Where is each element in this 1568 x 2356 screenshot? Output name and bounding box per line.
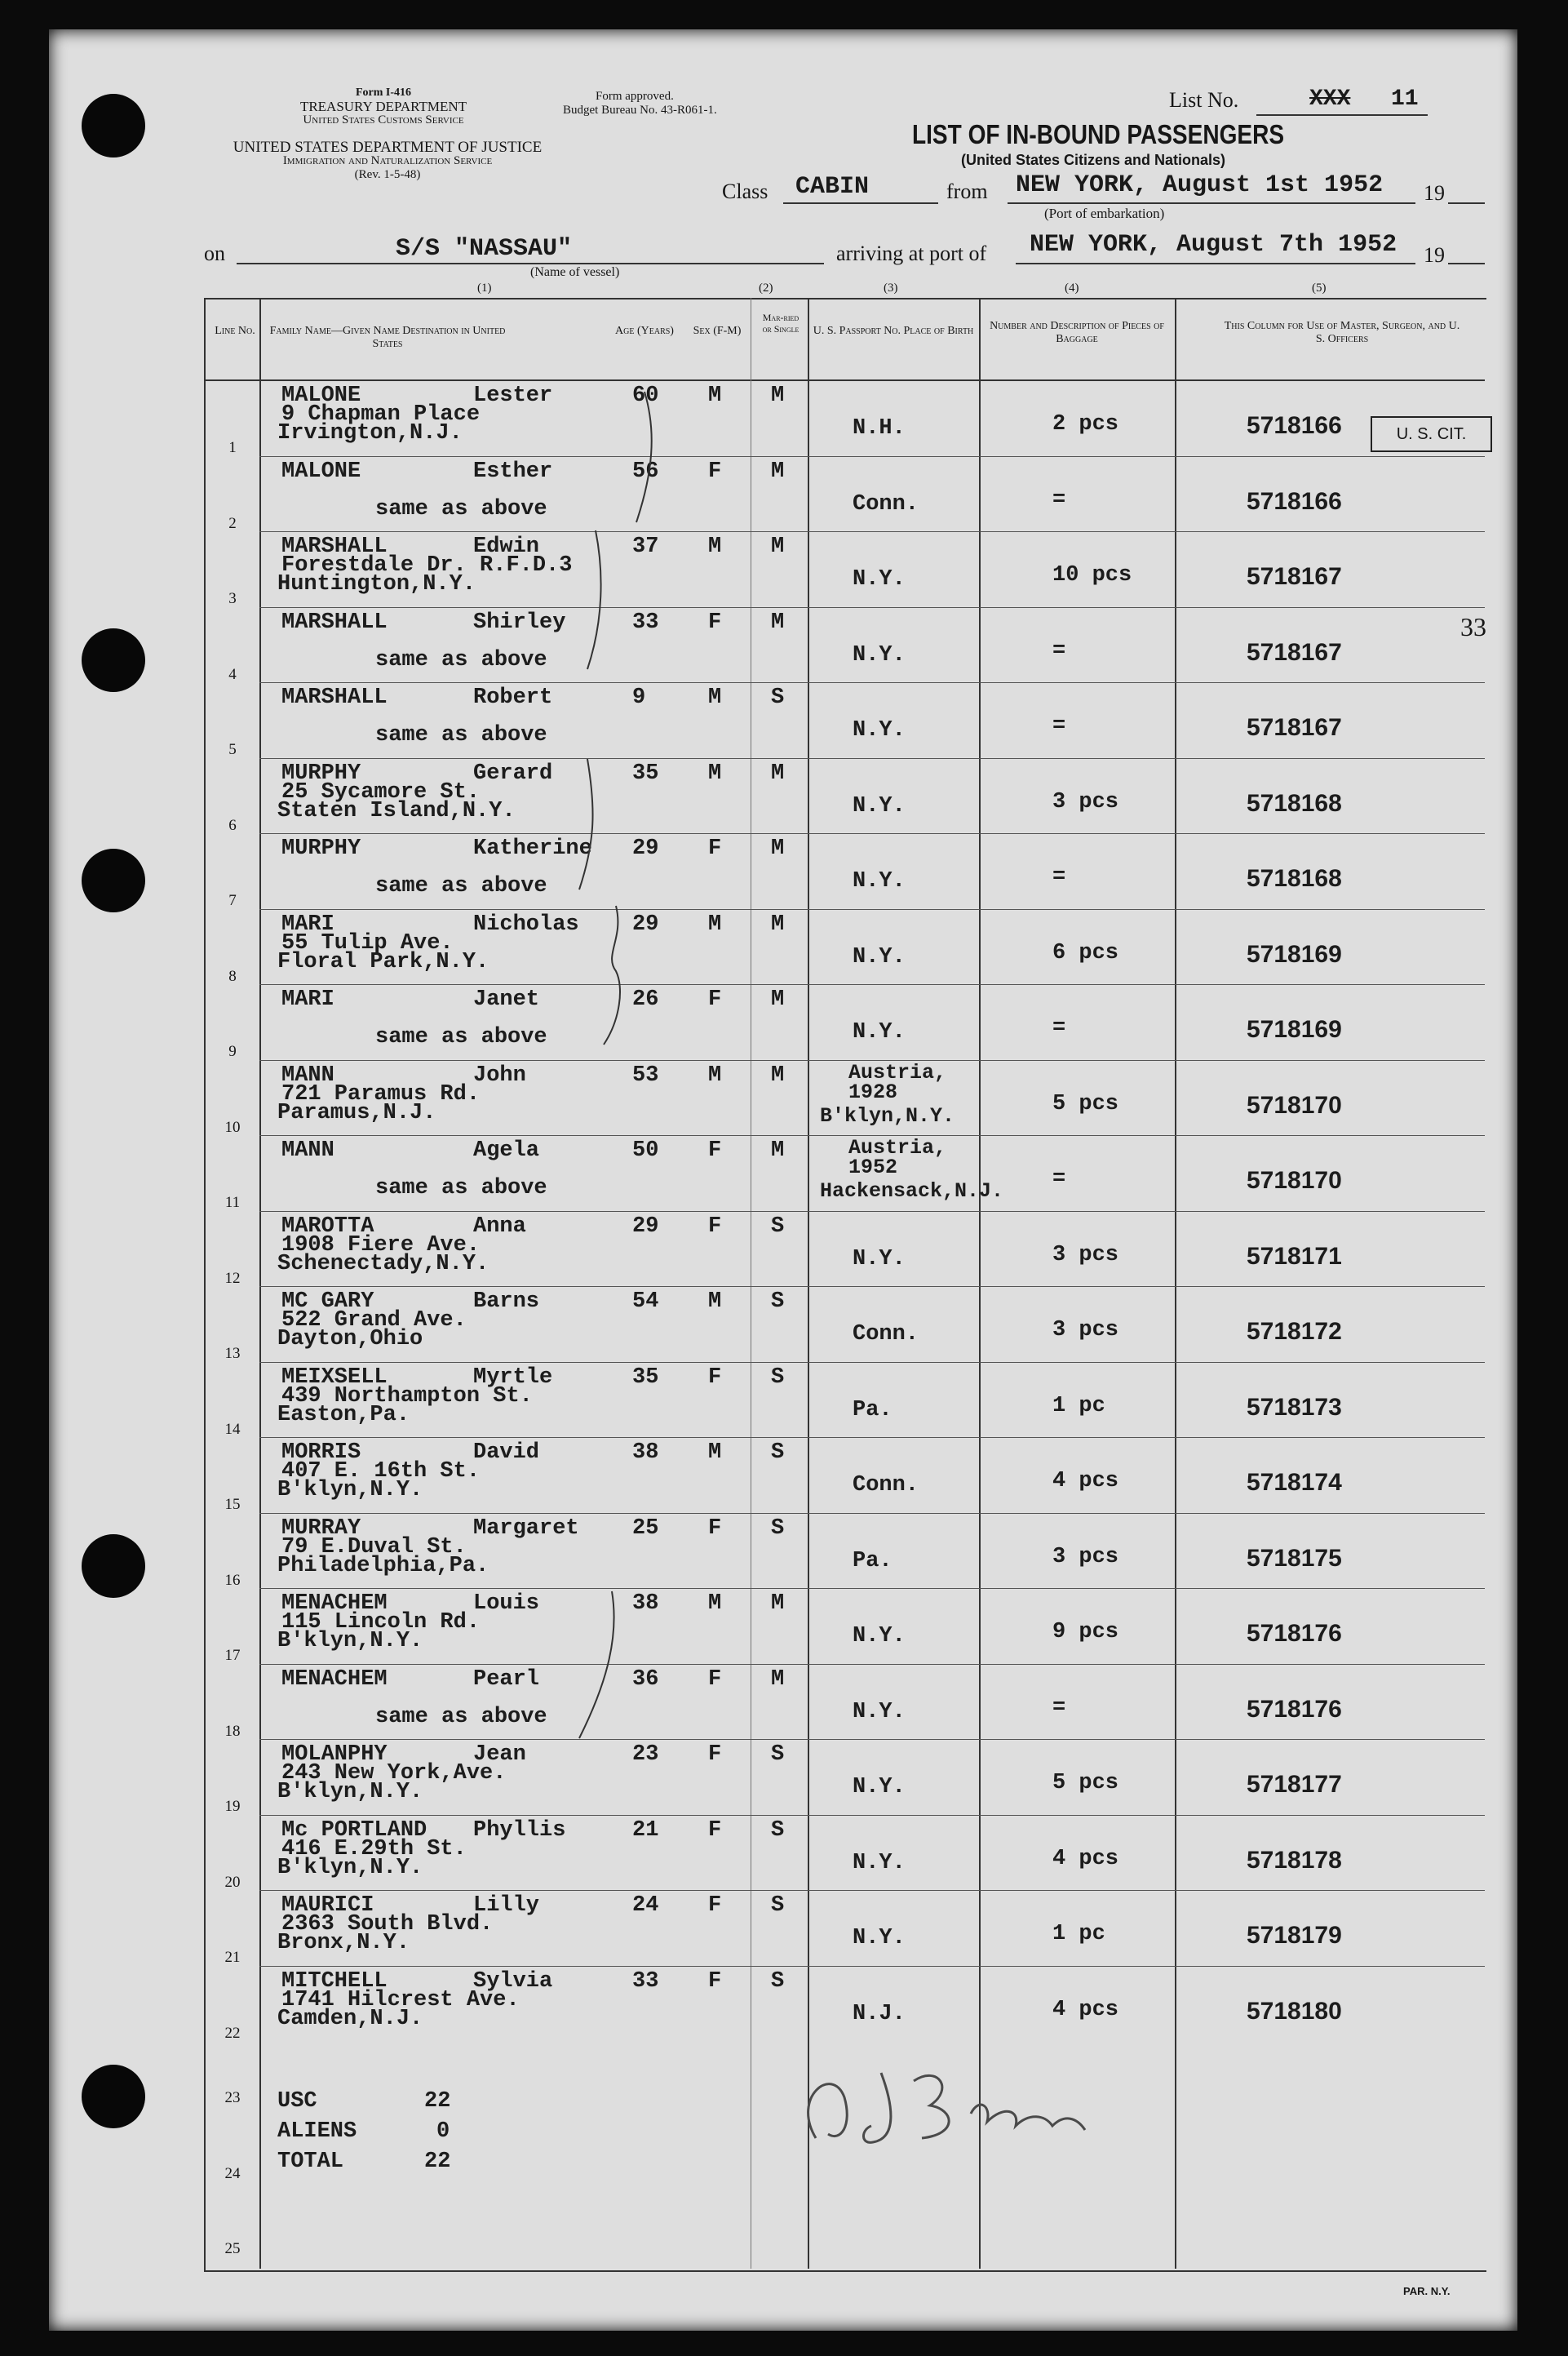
address-line-1: 522 Grand Ave. xyxy=(281,1308,467,1333)
budget-line: Budget Bureau No. 43-R061-1. xyxy=(563,104,717,117)
total-count: 22 xyxy=(424,2150,451,2174)
marital-status: M xyxy=(771,384,785,408)
given-name: John xyxy=(473,1063,526,1088)
baggage: 1 pc xyxy=(1052,1393,1105,1418)
birth-place-1: Austria, 1928 xyxy=(848,1060,947,1104)
sex: F xyxy=(708,987,722,1012)
form-id-block xyxy=(245,86,522,127)
line-number: 2 xyxy=(228,514,237,532)
given-name: Janet xyxy=(473,987,540,1012)
sex: M xyxy=(708,535,722,559)
marital-status: S xyxy=(771,1893,785,1918)
family-name: MANN xyxy=(281,1138,334,1163)
family-name: MANN xyxy=(281,1063,334,1088)
line-number: 23 xyxy=(224,2089,241,2106)
sex: F xyxy=(708,836,722,861)
baggage: 4 pcs xyxy=(1052,1997,1119,2022)
passenger-number: 5718177 xyxy=(1247,1771,1342,1798)
baggage: = xyxy=(1052,865,1066,890)
punch-hole xyxy=(82,2065,145,2128)
birth-place: N.Y. xyxy=(853,1926,906,1950)
passenger-number: 5718173 xyxy=(1247,1393,1342,1421)
line-number: 10 xyxy=(224,1118,241,1136)
birth-place: N.Y. xyxy=(853,1624,906,1648)
marital-status: S xyxy=(771,1289,785,1314)
family-name: MARSHALL xyxy=(281,535,388,559)
family-name: MALONE xyxy=(281,384,361,408)
age: 60 xyxy=(632,384,659,408)
given-name: Phyllis xyxy=(473,1817,566,1843)
line-number: 24 xyxy=(224,2164,241,2182)
birth-place-2: Hackensack,N.J. xyxy=(820,1179,1004,1203)
baggage: 3 pcs xyxy=(1052,1242,1119,1267)
address: same as above xyxy=(375,647,547,672)
given-name: Louis xyxy=(473,1591,540,1616)
sex: M xyxy=(708,1591,722,1616)
header-line-no: Line No. xyxy=(215,325,255,337)
address-line-2: B'klyn,N.Y. xyxy=(277,1629,423,1653)
punch-hole xyxy=(82,628,145,692)
birth-place: Conn. xyxy=(853,1473,919,1497)
header-sex: Sex (F-M) xyxy=(693,325,742,337)
family-name: MURRAY xyxy=(281,1515,361,1541)
vessel-name: S/S "NASSAU" xyxy=(396,235,573,263)
passenger-number: 5718169 xyxy=(1247,1016,1342,1043)
year-suffix-2: 19 xyxy=(1424,243,1445,267)
row-divider xyxy=(259,1890,1485,1891)
birth-place: Conn. xyxy=(853,491,919,517)
age: 53 xyxy=(632,1063,659,1088)
marital-status: S xyxy=(771,1440,785,1465)
family-name: MURPHY xyxy=(281,761,361,786)
marital-status: M xyxy=(771,836,785,861)
age: 25 xyxy=(632,1515,659,1541)
marital-status: M xyxy=(771,1666,785,1692)
sex: F xyxy=(708,459,722,484)
line-number: 4 xyxy=(228,665,237,683)
family-name: MARI xyxy=(281,912,334,937)
passenger-number: 5718179 xyxy=(1247,1922,1342,1949)
aliens-label: ALIENS xyxy=(277,2119,357,2144)
address-line-2: Camden,N.J. xyxy=(277,2006,423,2031)
total-label: TOTAL xyxy=(277,2150,344,2174)
passenger-number: 5718166 xyxy=(1247,487,1342,515)
passenger-number: 5718176 xyxy=(1247,1620,1342,1647)
line-number: 11 xyxy=(224,1194,241,1211)
baggage: 9 pcs xyxy=(1052,1620,1119,1644)
marital-status: S xyxy=(771,1364,785,1390)
passenger-number: 5718171 xyxy=(1247,1242,1342,1270)
birth-place: N.Y. xyxy=(853,718,906,743)
line-number: 16 xyxy=(224,1571,241,1589)
col-num-1: (1) xyxy=(477,282,492,295)
col-num-2: (2) xyxy=(759,282,773,295)
justice-dept: UNITED STATES DEPARTMENT OF JUSTICE xyxy=(233,139,543,156)
passenger-number: 5718167 xyxy=(1247,638,1342,666)
family-name: MAROTTA xyxy=(281,1213,374,1239)
address-line-2: B'klyn,N.Y. xyxy=(277,1478,423,1502)
sex: M xyxy=(708,912,722,937)
given-name: Barns xyxy=(473,1289,540,1314)
birth-place-1: Austria, 1952 xyxy=(848,1136,947,1179)
arriving-label: arriving at port of xyxy=(836,242,987,265)
line-number: 9 xyxy=(228,1043,237,1060)
age: 29 xyxy=(632,912,659,937)
age: 56 xyxy=(632,459,659,484)
line-number: 1 xyxy=(228,439,237,456)
usc-label: USC xyxy=(277,2089,317,2114)
baggage: 5 pcs xyxy=(1052,1091,1119,1116)
baggage: = xyxy=(1052,487,1066,512)
punch-hole xyxy=(82,849,145,912)
family-name: MARI xyxy=(281,987,334,1012)
line-number: 14 xyxy=(224,1420,241,1438)
address: same as above xyxy=(375,1704,547,1729)
marital-status: M xyxy=(771,610,785,635)
age: 33 xyxy=(632,610,659,635)
birth-place: N.Y. xyxy=(853,1699,906,1724)
address-line-1: Forestdale Dr. R.F.D.3 xyxy=(281,553,573,578)
passenger-number: 5718172 xyxy=(1247,1318,1342,1345)
given-name: Esther xyxy=(473,459,553,484)
class-label: Class xyxy=(722,180,768,203)
baggage: = xyxy=(1052,714,1066,739)
treasury-dept: TREASURY DEPARTMENT xyxy=(299,99,467,114)
marital-status: S xyxy=(771,686,785,710)
address-line-1: 115 Lincoln Rd. xyxy=(281,1610,481,1635)
line-number: 22 xyxy=(224,2024,241,2042)
baggage: 4 pcs xyxy=(1052,1469,1119,1493)
passenger-number: 5718178 xyxy=(1247,1846,1342,1874)
line-number: 6 xyxy=(228,816,237,834)
sex: F xyxy=(708,610,722,635)
marital-status: M xyxy=(771,1063,785,1088)
age: 33 xyxy=(632,1968,659,1994)
from-label: from xyxy=(946,180,988,203)
age: 29 xyxy=(632,836,659,861)
address: same as above xyxy=(375,723,547,748)
sex: F xyxy=(708,1666,722,1692)
marital-status: S xyxy=(771,1817,785,1843)
birth-place: N.H. xyxy=(853,416,906,441)
baggage: 3 pcs xyxy=(1052,1318,1119,1342)
page-title: LIST OF IN-BOUND PASSENGERS xyxy=(912,119,1285,149)
age: 54 xyxy=(632,1289,659,1314)
birth-place: Pa. xyxy=(853,1397,893,1422)
given-name: Lilly xyxy=(473,1893,540,1918)
baggage: 1 pc xyxy=(1052,1922,1105,1946)
address: same as above xyxy=(375,1176,547,1200)
revision: (Rev. 1-5-48) xyxy=(354,168,421,181)
address-line-2: B'klyn,N.Y. xyxy=(277,1855,423,1880)
address-line-1: 55 Tulip Ave. xyxy=(281,930,454,956)
marital-status: M xyxy=(771,987,785,1012)
sex: F xyxy=(708,1213,722,1239)
sex: M xyxy=(708,1063,722,1088)
marital-status: M xyxy=(771,1591,785,1616)
address-line-2: Huntington,N.Y. xyxy=(277,572,476,597)
family-name: MEIXSELL xyxy=(281,1364,388,1390)
marital-status: M xyxy=(771,1138,785,1163)
header-name: Family Name—Given Name Destination in United States xyxy=(269,325,506,350)
family-name: MOLANPHY xyxy=(281,1742,388,1767)
line-number: 8 xyxy=(228,967,237,985)
birth-place: N.Y. xyxy=(853,642,906,668)
birth-place: N.Y. xyxy=(853,567,906,592)
age: 29 xyxy=(632,1213,659,1239)
line-number: 15 xyxy=(224,1496,241,1513)
address-line-2: Paramus,N.J. xyxy=(277,1100,436,1125)
birth-place: N.J. xyxy=(853,2001,906,2026)
baggage: 4 pcs xyxy=(1052,1846,1119,1871)
line-number: 18 xyxy=(224,1722,241,1740)
age: 37 xyxy=(632,535,659,559)
family-name: MURPHY xyxy=(281,836,361,861)
birth-place: N.Y. xyxy=(853,793,906,819)
address-line-2: Staten Island,N.Y. xyxy=(277,798,516,823)
line-number: 21 xyxy=(224,1949,241,1966)
on-label: on xyxy=(204,242,225,265)
birth-place: N.Y. xyxy=(853,944,906,969)
passenger-number: 5718169 xyxy=(1247,940,1342,968)
line-number: 7 xyxy=(228,892,237,909)
approval-block xyxy=(563,90,808,118)
page-subtitle: (United States Citizens and Nationals) xyxy=(961,152,1226,168)
port-embarkation-note: (Port of embarkation) xyxy=(1044,206,1165,221)
year-suffix-1: 19 xyxy=(1424,181,1445,205)
address-line-2: Floral Park,N.Y. xyxy=(277,949,489,974)
marital-status: S xyxy=(771,1742,785,1767)
age: 24 xyxy=(632,1893,659,1918)
sex: F xyxy=(708,1515,722,1541)
given-name: Edwin xyxy=(473,535,540,559)
immigration-service: Immigration and Naturalization Service xyxy=(282,154,493,167)
passenger-number: 5718175 xyxy=(1247,1544,1342,1572)
line-number: 25 xyxy=(224,2240,241,2257)
birth-place-2: B'klyn,N.Y. xyxy=(820,1103,955,1128)
address-line-2: Easton,Pa. xyxy=(277,1402,410,1427)
given-name: Lester xyxy=(473,384,553,408)
header-passport: U. S. Passport No. Place of Birth xyxy=(813,325,974,337)
passenger-number: 5718176 xyxy=(1247,1695,1342,1723)
family-name: MALONE xyxy=(281,459,361,484)
passenger-number: 5718180 xyxy=(1247,1997,1342,2025)
passenger-number: 5718170 xyxy=(1247,1167,1342,1194)
sex: M xyxy=(708,761,722,786)
address-line-1: 1908 Fiere Ave. xyxy=(281,1232,481,1258)
birth-place: N.Y. xyxy=(853,1020,906,1045)
family-name: MITCHELL xyxy=(281,1968,388,1994)
baggage: 6 pcs xyxy=(1052,940,1119,965)
family-name: MAURICI xyxy=(281,1893,374,1918)
line-number: 17 xyxy=(224,1647,241,1664)
line-number: 5 xyxy=(228,741,237,758)
baggage: = xyxy=(1052,1016,1066,1040)
passenger-number: 5718167 xyxy=(1247,563,1342,590)
address-line-1: 407 E. 16th St. xyxy=(281,1459,481,1484)
sex: F xyxy=(708,1968,722,1994)
given-name: Pearl xyxy=(473,1666,540,1692)
passenger-number: 5718174 xyxy=(1247,1469,1342,1496)
customs-service: United States Customs Service xyxy=(303,113,464,126)
sex: F xyxy=(708,1364,722,1390)
line-number: 19 xyxy=(224,1798,241,1815)
signature xyxy=(783,2048,1158,2154)
address-line-1: 25 Sycamore St. xyxy=(281,779,481,805)
address: same as above xyxy=(375,496,547,521)
arrival-port: NEW YORK, August 7th 1952 xyxy=(1030,231,1397,259)
baggage: = xyxy=(1052,1167,1066,1191)
given-name: Nicholas xyxy=(473,912,579,937)
line-number: 12 xyxy=(224,1269,241,1287)
age: 36 xyxy=(632,1666,659,1692)
given-name: Agela xyxy=(473,1138,540,1163)
address-line-1: 721 Paramus Rd. xyxy=(281,1081,481,1107)
address-line-1: 416 E.29th St. xyxy=(281,1836,467,1861)
address-line-2: Irvington,N.J. xyxy=(277,421,463,446)
justice-block xyxy=(204,140,571,182)
baggage: 3 pcs xyxy=(1052,789,1119,814)
baggage: 2 pcs xyxy=(1052,412,1119,437)
address-line-2: Schenectady,N.Y. xyxy=(277,1251,489,1276)
given-name: Jean xyxy=(473,1742,526,1767)
baggage: 3 pcs xyxy=(1052,1544,1119,1569)
sex: F xyxy=(708,1817,722,1843)
age: 38 xyxy=(632,1440,659,1465)
aliens-count: 0 xyxy=(436,2119,450,2144)
row-divider xyxy=(259,1966,1485,1967)
passenger-number: 5718166 xyxy=(1247,412,1342,439)
family-name: MENACHEM xyxy=(281,1591,388,1616)
birth-place: N.Y. xyxy=(853,1246,906,1271)
age: 21 xyxy=(632,1817,659,1843)
baggage: 10 pcs xyxy=(1052,563,1132,588)
col-num-5: (5) xyxy=(1312,282,1327,295)
address-line-1: 439 Northampton St. xyxy=(281,1383,533,1409)
given-name: Myrtle xyxy=(473,1364,553,1390)
sex: M xyxy=(708,1440,722,1465)
given-name: Robert xyxy=(473,686,553,710)
line-number: 20 xyxy=(224,1873,241,1891)
col-num-4: (4) xyxy=(1065,282,1079,295)
sex: M xyxy=(708,1289,722,1314)
printer-mark: PAR. N.Y. xyxy=(1403,2285,1451,2297)
address-line-2: Bronx,N.Y. xyxy=(277,1931,410,1955)
given-name: Anna xyxy=(473,1213,526,1239)
punch-hole xyxy=(82,1534,145,1598)
age: 35 xyxy=(632,761,659,786)
header-officers: This Column for Use of Master, Surgeon, and U. S. Officers xyxy=(1224,320,1460,345)
col-num-3: (3) xyxy=(884,282,898,295)
family-name: MORRIS xyxy=(281,1440,361,1465)
baggage: 5 pcs xyxy=(1052,1771,1119,1795)
passenger-number: 5718168 xyxy=(1247,789,1342,817)
header-baggage: Number and Description of Pieces of Baggage xyxy=(990,320,1164,345)
sex: F xyxy=(708,1742,722,1767)
passenger-number: 5718168 xyxy=(1247,865,1342,892)
line-number: 13 xyxy=(224,1345,241,1362)
family-name: MARSHALL xyxy=(281,610,388,635)
list-no-label: List No. xyxy=(1169,88,1239,112)
approved-line: Form approved. xyxy=(596,90,674,103)
line-number: 3 xyxy=(228,590,237,607)
family-name: MENACHEM xyxy=(281,1666,388,1692)
baggage: = xyxy=(1052,1695,1066,1720)
sex: F xyxy=(708,1138,722,1163)
passenger-number: 5718170 xyxy=(1247,1091,1342,1119)
form-number: Form I-416 xyxy=(355,87,412,99)
marital-status: M xyxy=(771,912,785,937)
age: 35 xyxy=(632,1364,659,1390)
birth-place: Pa. xyxy=(853,1548,893,1573)
marital-status: M xyxy=(771,459,785,484)
marital-status: M xyxy=(771,535,785,559)
vessel-note: (Name of vessel) xyxy=(530,265,620,279)
address: same as above xyxy=(375,874,547,898)
address-line-1: 2363 South Blvd. xyxy=(281,1912,494,1937)
baggage: = xyxy=(1052,638,1066,663)
age: 26 xyxy=(632,987,659,1012)
punch-hole xyxy=(82,94,145,158)
given-name: Katherine xyxy=(473,836,592,861)
marital-status: S xyxy=(771,1213,785,1239)
check-marks xyxy=(245,384,653,1852)
birth-place: N.Y. xyxy=(853,1775,906,1799)
address-line-1: 1741 Hilcrest Ave. xyxy=(281,1987,520,2012)
given-name: Sylvia xyxy=(473,1968,553,1994)
side-number: 33 xyxy=(1460,612,1486,641)
list-no-value: 11 xyxy=(1391,87,1419,112)
marital-status: S xyxy=(771,1515,785,1541)
address-line-1: 9 Chapman Place xyxy=(281,402,481,427)
list-no-struck: XXX xyxy=(1309,87,1351,112)
class-value: CABIN xyxy=(795,173,870,201)
marital-status: M xyxy=(771,761,785,786)
sex: M xyxy=(708,384,722,408)
address-line-1: 79 E.Duval St. xyxy=(281,1534,467,1560)
header-age: Age (Years) xyxy=(615,325,674,337)
given-name: Gerard xyxy=(473,761,553,786)
us-citizen-stamp: U. S. CIT. xyxy=(1371,416,1492,452)
from-value: NEW YORK, August 1st 1952 xyxy=(1016,171,1384,199)
age: 9 xyxy=(632,686,646,710)
address-line-2: Dayton,Ohio xyxy=(277,1327,423,1351)
address-line-2: Philadelphia,Pa. xyxy=(277,1553,489,1578)
family-name: MARSHALL xyxy=(281,686,388,710)
birth-place: Conn. xyxy=(853,1322,919,1347)
passenger-number: 5718167 xyxy=(1247,714,1342,741)
family-name: Mc PORTLAND xyxy=(281,1817,427,1843)
header-married: Mar-ried or Single xyxy=(762,312,800,335)
given-name: Margaret xyxy=(473,1515,579,1541)
age: 50 xyxy=(632,1138,659,1163)
birth-place: N.Y. xyxy=(853,1850,906,1875)
marital-status: S xyxy=(771,1968,785,1994)
age: 38 xyxy=(632,1591,659,1616)
given-name: Shirley xyxy=(473,610,566,635)
sex: M xyxy=(708,686,722,710)
birth-place: N.Y. xyxy=(853,869,906,894)
family-name: MC GARY xyxy=(281,1289,374,1314)
age: 23 xyxy=(632,1742,659,1767)
address-line-2: B'klyn,N.Y. xyxy=(277,1780,423,1804)
address-line-1: 243 New York,Ave. xyxy=(281,1761,507,1786)
address: same as above xyxy=(375,1025,547,1049)
usc-count: 22 xyxy=(424,2089,451,2114)
given-name: David xyxy=(473,1440,540,1465)
sex: F xyxy=(708,1893,722,1918)
